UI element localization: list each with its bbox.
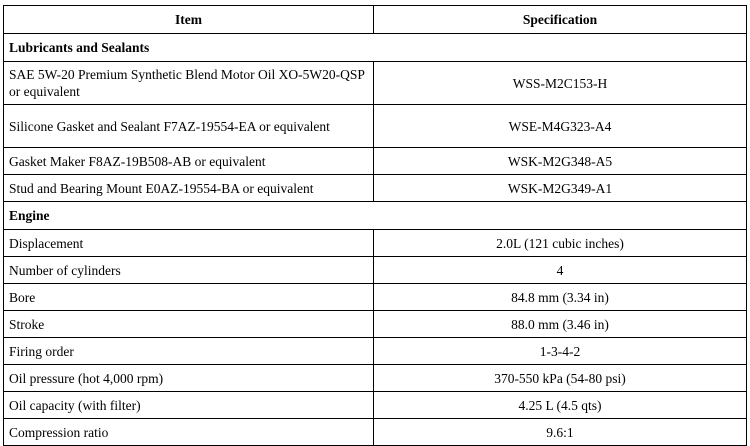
table-row [4, 284, 747, 311]
section-title: Engine [4, 202, 747, 230]
table-row [4, 338, 747, 365]
item-cell: Compression ratio [4, 419, 374, 446]
item-cell: Bore [4, 284, 374, 311]
item-cell: SAE 5W-20 Premium Synthetic Blend Motor Oil XO-5W20-QSP or equivalent [4, 62, 374, 105]
spec-cell: WSK-M2G348-A5 [374, 148, 747, 175]
spec-cell: 1-3-4-2 [374, 338, 747, 365]
table-row [4, 230, 747, 257]
item-cell: Number of cylinders [4, 257, 374, 284]
header-item: Item [4, 6, 374, 34]
spec-cell: 2.0L (121 cubic inches) [374, 230, 747, 257]
item-cell: Displacement [4, 230, 374, 257]
section-row-lubricants [4, 34, 747, 62]
section-row-engine [4, 202, 747, 230]
spec-cell: 88.0 mm (3.46 in) [374, 311, 747, 338]
item-cell: Stroke [4, 311, 374, 338]
spec-cell: WSK-M2G349-A1 [374, 175, 747, 202]
spec-cell: 4.25 L (4.5 qts) [374, 392, 747, 419]
item-cell: Oil pressure (hot 4,000 rpm) [4, 365, 374, 392]
spec-cell: 84.8 mm (3.34 in) [374, 284, 747, 311]
item-cell: Firing order [4, 338, 374, 365]
table-row [4, 105, 747, 148]
table-row [4, 257, 747, 284]
table-row [4, 62, 747, 105]
item-cell: Stud and Bearing Mount E0AZ-19554-BA or equivalent [4, 175, 374, 202]
table-row [4, 392, 747, 419]
table-row [4, 419, 747, 446]
spec-cell: 4 [374, 257, 747, 284]
table-row [4, 175, 747, 202]
spec-cell: 370-550 kPa (54-80 psi) [374, 365, 747, 392]
item-cell: Gasket Maker F8AZ-19B508-AB or equivalent [4, 148, 374, 175]
spec-cell: WSE-M4G323-A4 [374, 105, 747, 148]
item-cell: Oil capacity (with filter) [4, 392, 374, 419]
spec-cell: 9.6:1 [374, 419, 747, 446]
header-row [4, 6, 747, 34]
spec-cell: WSS-M2C153-H [374, 62, 747, 105]
item-cell: Silicone Gasket and Sealant F7AZ-19554-EA or equivalent [4, 105, 374, 148]
header-specification: Specification [374, 6, 747, 34]
table-row [4, 311, 747, 338]
section-title: Lubricants and Sealants [4, 34, 747, 62]
specification-table [3, 5, 747, 446]
table-row [4, 365, 747, 392]
table-row [4, 148, 747, 175]
